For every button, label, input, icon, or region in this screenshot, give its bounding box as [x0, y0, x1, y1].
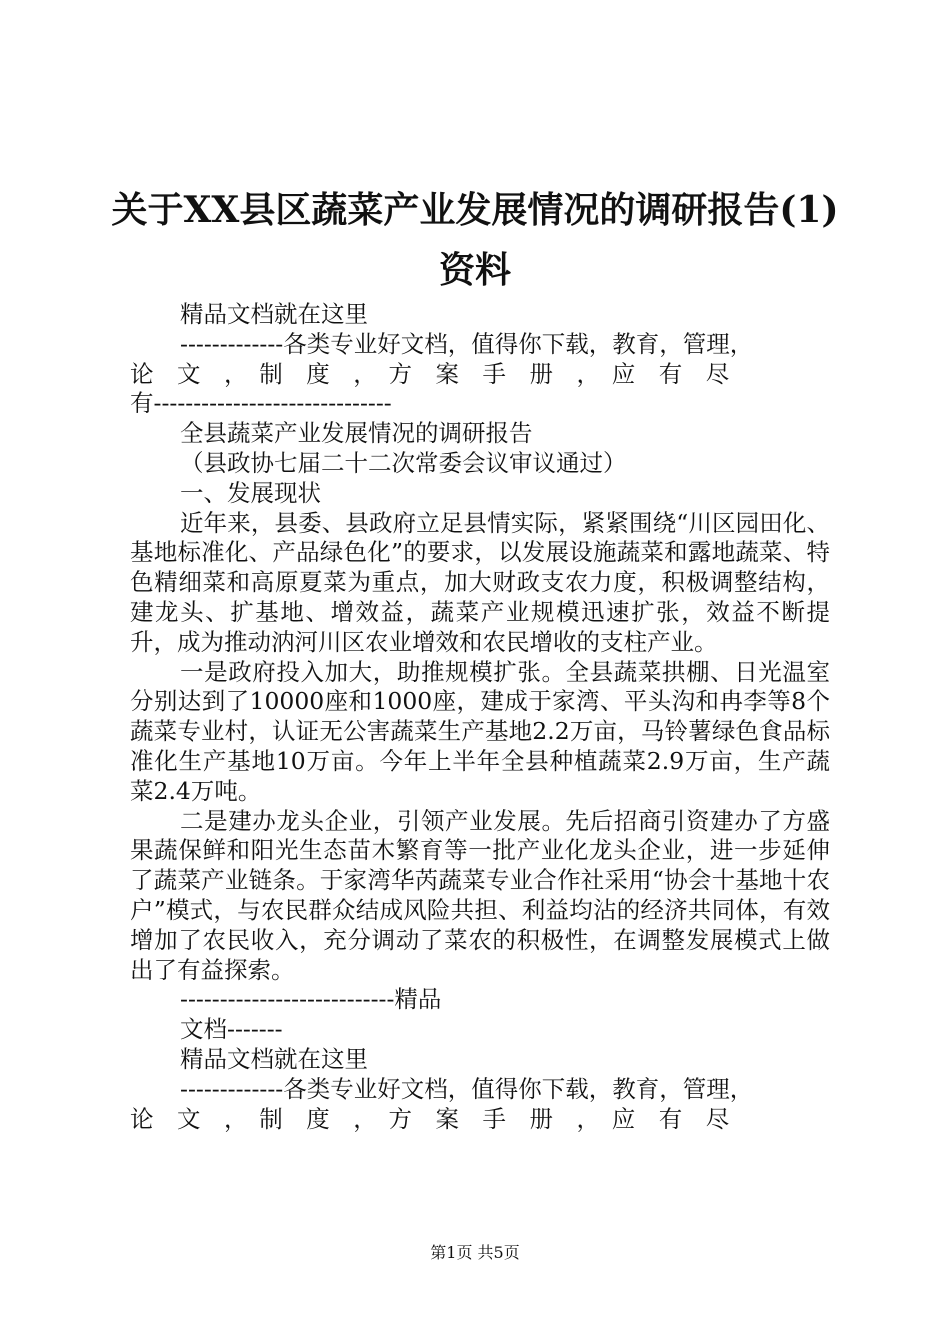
- section-heading: 一、发展现状: [180, 478, 321, 507]
- document-title-line-1: 关于XX县区蔬菜产业发展情况的调研报告(1): [111, 189, 839, 231]
- footer-promo-line-1: -------------各类专业好文档，值得你下载，教育，管理，: [180, 1074, 754, 1103]
- document-title-line-2: 资料: [438, 249, 511, 291]
- footer-promo-line-2: 论 文 ， 制 度 ， 方 案 手 册 ， 应 有 尽: [130, 1104, 730, 1133]
- report-subtitle: （县政协七届二十二次常委会议审议通过）: [180, 448, 627, 477]
- header-promo-line-3: 有------------------------------: [130, 389, 392, 418]
- document-body: [130, 300, 830, 1134]
- report-title: 全县蔬菜产业发展情况的调研报告: [180, 419, 533, 448]
- header-promo-line-1: -------------各类专业好文档，值得你下载，教育，管理，: [180, 329, 754, 358]
- paragraph-1: 近年来，县委、县政府立足县情实际，紧紧围绕“川区园田化、基地标准化、产品绿色化”的要求，以发展设施蔬菜和露地蔬菜、特色精细菜和高原夏菜为重点，加大财政支农力度，积极调整结构，建龙头、扩基地、增效益，蔬菜产业规模迅速扩张，效益不断提升，成为推动汭河川区农业增效和农民增收的支柱产业。: [130, 508, 830, 656]
- separator-line-2: 文档-------: [180, 1015, 283, 1044]
- separator-line-1: ---------------------------精品: [180, 985, 442, 1014]
- page-number: 第1页 共5页: [430, 1243, 520, 1262]
- footer-tagline: 精品文档就在这里: [180, 1044, 368, 1073]
- paragraph-2: 一是政府投入加大，助推规模扩张。全县蔬菜拱棚、日光温室分别达到了10000座和1000座，建成于家湾、平头沟和冉李等8个蔬菜专业村，认证无公害蔬菜生产基地2.2万亩，马铃薯绿色食品标准化生产基地10万亩。今年上半年全县种植蔬菜2.9万亩，生产蔬菜2.4万吨。: [130, 657, 830, 805]
- header-promo-line-2: 论 文 ， 制 度 ， 方 案 手 册 ， 应 有 尽: [130, 359, 730, 388]
- paragraph-3: 二是建办龙头企业，引领产业发展。先后招商引资建办了方盛果蔬保鲜和阳光生态苗木繁育等一批产业化龙头企业，进一步延伸了蔬菜产业链条。于家湾华芮蔬菜专业合作社采用“协会十基地十农户”模式，与农民群众结成风险共担、利益均沾的经济共同体，有效增加了农民收入，充分调动了菜农的积极性，在调整发展模式上做出了有益探索。: [130, 806, 830, 984]
- header-tagline: 精品文档就在这里: [180, 300, 368, 328]
